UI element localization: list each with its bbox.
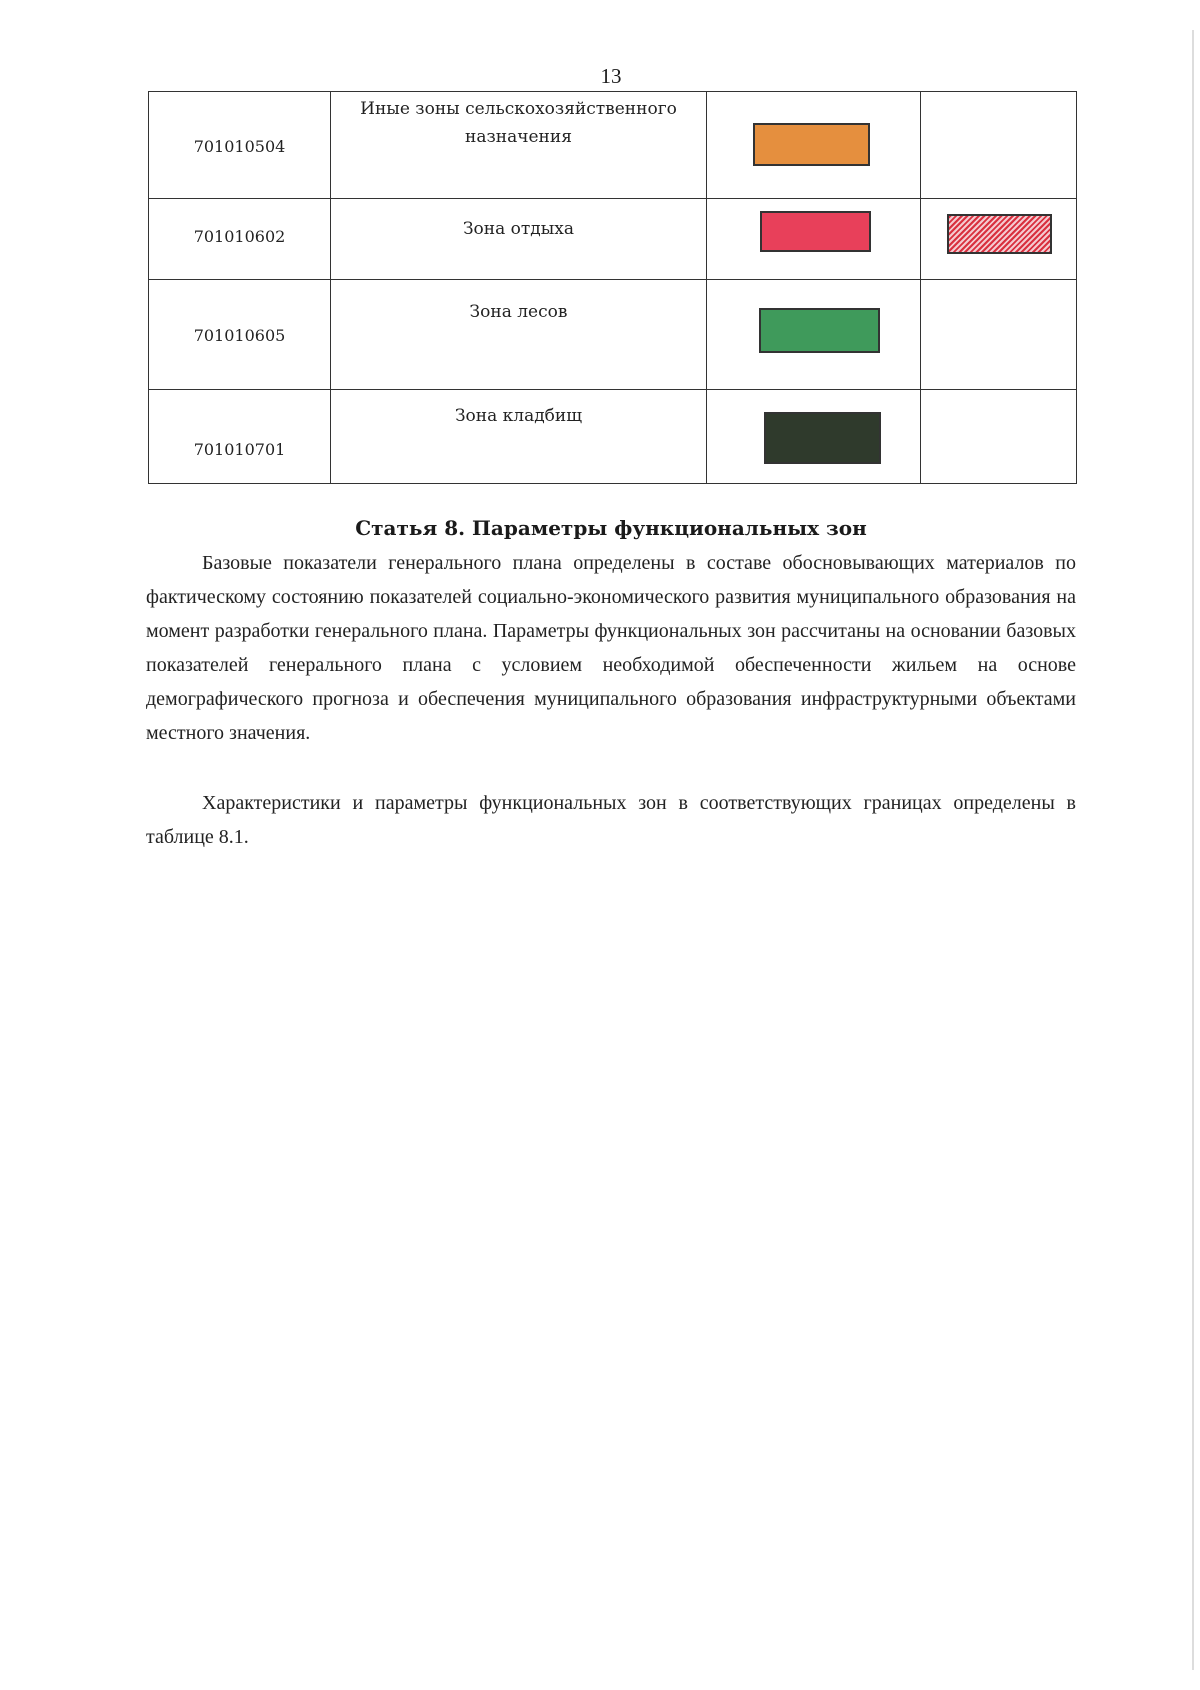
article-heading: Статья 8. Параметры функциональных зон [355,516,867,540]
zone-name-cell [331,92,707,199]
zone-hatch-cell [921,92,1077,199]
zone-code-cell [149,199,331,280]
zone-name: Зона кладбищ [454,406,583,426]
zone-name-cell [331,199,707,280]
zone-color-swatch [753,123,870,166]
zone-code-cell [149,280,331,390]
scan-edge-line [1192,30,1194,1670]
zones-legend-table [148,91,1077,484]
zone-color-swatch [764,412,881,464]
table-row [149,199,1077,280]
zone-name: Зона отдыха [462,219,575,239]
zone-name-cell [331,280,707,390]
zone-hatch-swatch [947,214,1052,254]
zone-code-cell [149,92,331,199]
article-paragraph: Базовые показатели генерального плана определены в составе обосновывающих материалов по фактическому состоянию показателей социально-экономического развития муниципального образования на момент разработки генерального плана. Параметры функциональных зон рассчитаны на основании базовых показателей генерального плана с условием необходимой обеспеченности жильем на основе демографического прогноза и обеспечения муниципального образования инфраструктурными объектами местного значения. [146,552,1076,744]
zone-fill-cell [707,92,921,199]
table-row [149,280,1077,390]
zone-code-cell [149,390,331,484]
article-paragraph: Характеристики и параметры функциональных зон в соответствующих границах определены в таблице 8.1. [146,792,1076,848]
zone-color-swatch [760,211,871,252]
zone-code: 701010602 [193,227,286,246]
zone-fill-cell [707,280,921,390]
zone-code: 701010701 [193,440,286,459]
zone-name: Зона лесов [469,302,568,322]
zone-hatch-cell [921,280,1077,390]
zone-color-swatch [759,308,880,353]
zone-fill-cell [707,199,921,280]
table-row [149,92,1077,199]
zone-hatch-cell [921,390,1077,484]
table-row [149,390,1077,484]
zone-name-cell [331,390,707,484]
zone-name: Иные зоны сельскохозяйственного назначения [360,99,677,147]
zone-hatch-cell [921,199,1077,280]
zone-code: 701010605 [193,326,286,345]
page-number: 13 [600,64,622,88]
zone-code: 701010504 [193,137,286,156]
zone-fill-cell [707,390,921,484]
